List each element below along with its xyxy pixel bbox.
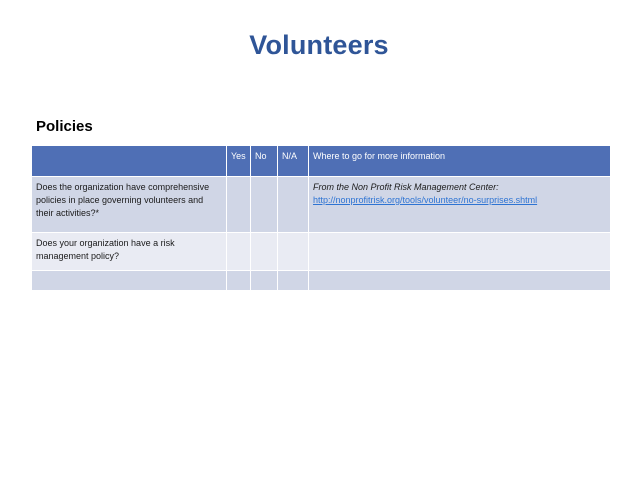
question-cell <box>32 271 227 291</box>
na-cell[interactable] <box>278 233 309 271</box>
policies-table <box>31 145 611 291</box>
info-cell <box>309 271 611 291</box>
info-source: From the Non Profit Risk Management Center: <box>313 182 499 192</box>
no-cell[interactable] <box>251 233 278 271</box>
header-yes: Yes <box>227 146 251 177</box>
info-cell <box>309 233 611 271</box>
na-cell[interactable] <box>278 271 309 291</box>
info-link[interactable]: http://nonprofitrisk.org/tools/volunteer/no-surprises.shtml <box>313 195 538 205</box>
yes-cell[interactable] <box>227 177 251 233</box>
header-info: Where to go for more information <box>309 146 611 177</box>
no-cell[interactable] <box>251 177 278 233</box>
na-cell[interactable] <box>278 177 309 233</box>
table-row <box>32 271 611 291</box>
yes-cell[interactable] <box>227 271 251 291</box>
no-cell[interactable] <box>251 271 278 291</box>
section-heading: Policies <box>36 118 93 135</box>
table-row <box>32 233 611 271</box>
table-row <box>32 177 611 233</box>
table-header-row <box>32 146 611 177</box>
question-cell: Does your organization have a risk management policy? <box>32 233 227 271</box>
slide-title: Volunteers <box>249 30 389 60</box>
header-question <box>32 146 227 177</box>
header-na: N/A <box>278 146 309 177</box>
yes-cell[interactable] <box>227 233 251 271</box>
info-cell <box>309 177 611 233</box>
question-cell: Does the organization have comprehensive policies in place governing volunteers and their activities?* <box>32 177 227 233</box>
header-no: No <box>251 146 278 177</box>
